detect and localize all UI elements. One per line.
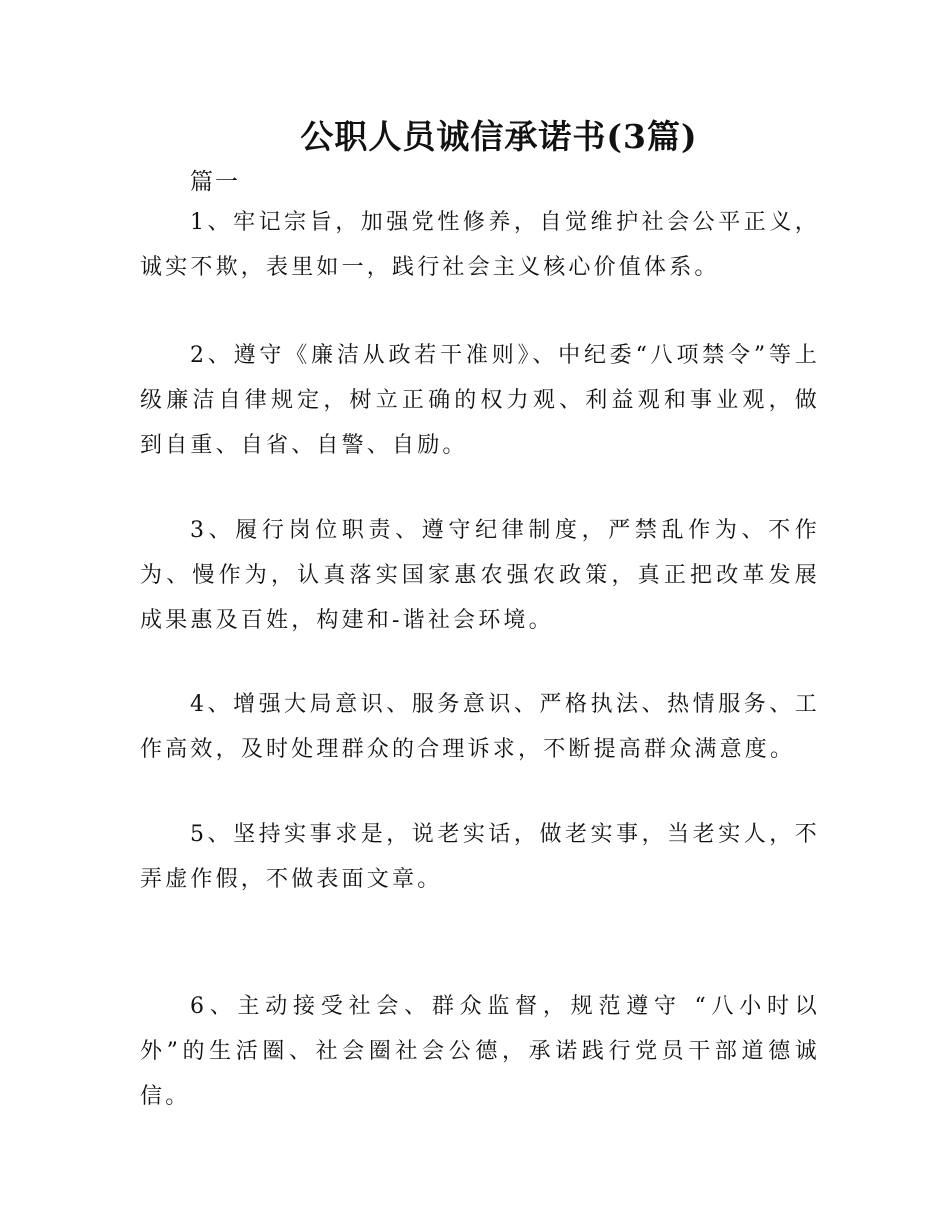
paragraph-2: 2、遵守《廉洁从政若干准则》、中纪委“八项禁令”等上级廉洁自律规定，树立正确的权力观、利益观和事业观，做到自重、自省、自警、自励。 [140, 343, 820, 458]
paragraph-1: 1、牢记宗旨，加强党性修养，自觉维护社会公平正义，诚实不欺，表里如一，践行社会主义核心价值体系。 [140, 210, 820, 280]
document-title: 公职人员诚信承诺书(3篇) [300, 117, 698, 156]
section-label: 篇一 [190, 169, 240, 195]
paragraph-4: 4、增强大局意识、服务意识、严格执法、热情服务、工作高效，及时处理群众的合理诉求，不断提高群众满意度。 [140, 692, 820, 762]
paragraph-6: 6、主动接受社会、群众监督，规范遵守 “八小时以外”的生活圈、社会圈社会公德，承诺践行党员干部道德诚信。 [140, 994, 820, 1109]
paragraph-3: 3、履行岗位职责、遵守纪律制度，严禁乱作为、不作为、慢作为，认真落实国家惠农强农政策，真正把改革发展成果惠及百姓，构建和-谐社会环境。 [140, 518, 820, 633]
paragraph-5: 5、坚持实事求是，说老实话，做老实事，当老实人，不弄虚作假，不做表面文章。 [140, 822, 820, 892]
